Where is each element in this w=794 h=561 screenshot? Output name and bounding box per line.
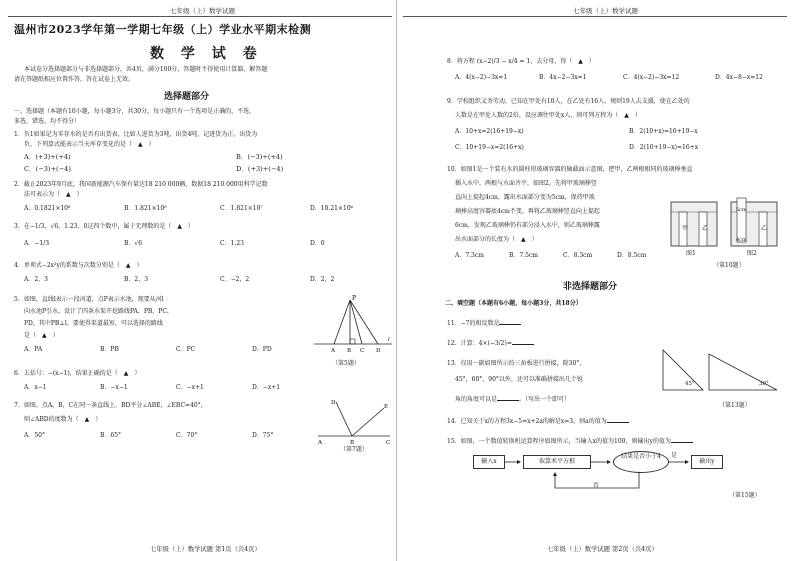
page-footer: 七年级（上）数学试题 第2页（共4页）	[547, 546, 658, 553]
page-header: 七年级（上）数学试题	[573, 7, 638, 15]
q7-option-d: D．75°	[252, 432, 274, 439]
q6-option-a: A．x−1	[24, 384, 47, 391]
page-header: 七年级（上）数学试题	[170, 7, 235, 15]
q5-option-c: C．PC	[176, 346, 196, 353]
q10-text: 6cm，发现乙玻璃棒仍有部分浸入水中，则乙玻璃棒露	[455, 222, 600, 229]
q10-option-a: A．7.3cm	[455, 252, 484, 259]
q14-answer-blank[interactable]	[607, 416, 629, 423]
intro-line: 请在答题纸相应位置作答，答在试卷上无效。	[14, 76, 135, 83]
q5-figure	[312, 292, 394, 368]
q6-text: 6．去括号：−(x−1)，结果正确的是（ ▲ ）	[14, 370, 141, 377]
q3-option-d: D．0	[310, 240, 325, 247]
q2-option-b: B．1.821×10⁸	[124, 205, 167, 212]
q8-text: 8．将方程 (x−2)/3 − x/4 = 1，去分母，得（ ▲ ）	[447, 58, 595, 65]
q10-option-b: B．7.5cm	[509, 252, 539, 259]
svg-text:C: C	[386, 440, 391, 446]
q5-text: 是（ ▲ ）	[24, 332, 59, 339]
page-footer: 七年级（上）数学试题 第1页（共4页）	[150, 546, 261, 553]
q13-text: 45°，60°，90°以外，还可以准确拼接出几个锐	[455, 376, 583, 383]
exam-subtitle: 数 学 试 卷	[150, 46, 263, 62]
section-title: 非选择题部分	[563, 282, 618, 292]
svg-text:l: l	[388, 337, 390, 343]
q7-figure	[316, 396, 392, 452]
q10-option-c: C．8.3cm	[563, 252, 593, 259]
q1-option-b: B．(−3)+(+4)	[236, 153, 283, 161]
q15-yes-label: 是	[671, 452, 678, 459]
q10-fig2-label: 图2	[747, 250, 757, 257]
svg-text:B: B	[350, 440, 355, 446]
q1-option-d: D．(+3)+(−4)	[236, 165, 284, 173]
svg-text:D: D	[376, 348, 381, 354]
section-title: 选择题部分	[164, 92, 210, 102]
q9-option-b: B．2(10+x)=16+19−x	[629, 128, 698, 135]
q5-option-d: D．PD	[252, 346, 272, 353]
q11-text: 11．−7的相反数是	[447, 318, 521, 328]
q13-angle-45: 45°	[685, 381, 695, 387]
q10-option-d: D．8.5cm	[617, 252, 647, 259]
q15-input-box: 输入x	[473, 455, 505, 469]
q8-option-d: D．4x−8−x=12	[715, 74, 763, 81]
q5-text: PD，其中PB⊥l，要使得渠道最短，可以选择的路线	[24, 320, 163, 327]
q15-condition: 结果是否小于4	[613, 451, 669, 473]
q5-option-b: B．PB	[100, 346, 119, 353]
q2-text: 2．截止2023年9月底，我国新能源汽车保有量达18 210 000辆，数据18 210 000用科学记数	[14, 181, 268, 188]
q15-output-box: 输出y	[691, 455, 723, 469]
q13-angle-30: 30°	[759, 381, 769, 387]
q2-option-d: D．18.21×10⁶	[310, 205, 354, 212]
q8-option-b: B．4x−2−3x=1	[539, 74, 587, 81]
q10-text: 璃棒高度容器底4cm不变，再将乙玻璃棒竖直向上提起	[455, 208, 600, 215]
q9-text: 9．学校组织义务劳动，已知在甲处有10人，在乙处有16人，规则19人去支援，使在乙处的	[447, 98, 690, 105]
q10-text: 插入水中，两根与水面齐平，如图2，先将甲玻璃棒竖	[455, 180, 597, 187]
q3-option-a: A．−1/3	[24, 240, 50, 247]
q1-option-c: C．(−3)+(−4)	[24, 165, 71, 173]
svg-text:A: A	[331, 348, 335, 354]
q3-option-b: B．√6	[124, 240, 143, 247]
q8-option-c: C．4(x−2)−3x=12	[623, 74, 680, 81]
q15-sqrt-box: 取算术平方根	[523, 455, 591, 469]
q14-text: 14．已知关于x的方程3x−5=x+2a的解是x=3，则a的值为	[447, 416, 629, 426]
q4-option-d: D．2，2	[310, 276, 335, 283]
q12-answer-blank[interactable]	[512, 338, 534, 345]
q10-label-5cm: 5cm	[736, 207, 747, 213]
q1-text: 负，下列算式能表示当天库存变化的是（ ▲ ）	[24, 141, 155, 148]
q10-fig1-label: 图1	[686, 250, 696, 257]
svg-text:E: E	[384, 404, 389, 410]
q9-option-a: A．10+x=2(16+19−x)	[455, 128, 524, 135]
q15-caption: （第15题）	[729, 492, 761, 499]
q15-no-label: 否	[593, 482, 600, 489]
q4-text: 4．单项式−2x²y的系数与次数分别是（ ▲ ）	[14, 262, 143, 269]
q10-label-yi-2: 乙	[761, 225, 768, 232]
section-intro: 二、填空题（本题有6小题，每小题3分，共18分）	[445, 300, 582, 307]
q4-option-a: A．2，3	[24, 276, 48, 283]
q10-text: 出水面部分的长度为（ ▲ ）	[455, 236, 538, 243]
svg-text:A: A	[318, 440, 322, 446]
q13-figure	[659, 346, 789, 406]
q13-text: 13．仅用一副如图所示的三角板进行拼接，除30°，	[447, 360, 586, 367]
q1-option-a: A．(+3)+(+4)	[24, 153, 71, 161]
q7-text: 则∠ABD的度数为（ ▲ ）	[24, 416, 102, 423]
q10-label-yi: 乙	[702, 225, 709, 232]
q4-option-b: B．2，3	[124, 276, 149, 283]
q10-caption: （第10题）	[713, 262, 745, 269]
q5-option-a: A．PA	[24, 346, 43, 353]
q12-text: 12．计算：4×(−3/2)=	[447, 338, 534, 348]
q6-option-b: B．−x−1	[100, 384, 128, 391]
q7-caption: （第7题）	[340, 446, 368, 453]
section-intro: 多选，错选，均不得分）	[14, 118, 81, 125]
q7-option-b: B．65°	[100, 432, 122, 439]
intro-line: 本试卷分选择题部分与非选择题部分，共4页，满分100分，答题时不得使用计算器，解答题	[24, 66, 268, 73]
q9-text: 人数是在甲处人数的2倍，设应调往甲处x人，则可列方程为（ ▲ ）	[455, 112, 641, 119]
q7-text: 7．如图，点A，B，C在同一条直线上，BD平分∠ABE，∠EBC=40°，	[14, 402, 207, 409]
svg-text:C: C	[360, 348, 365, 354]
q11-answer-blank[interactable]	[499, 318, 521, 325]
q4-option-c: C．−2，2	[220, 276, 250, 283]
q6-option-c: C．−x+1	[176, 384, 204, 391]
q2-text: 法可表示为（ ▲ ）	[24, 191, 83, 198]
q13-answer-blank[interactable]	[497, 394, 519, 401]
q7-option-a: A．50°	[24, 432, 45, 439]
q5-caption: （第5题）	[332, 360, 360, 367]
q2-option-c: C．1.821×10⁷	[220, 205, 263, 212]
q10-label-jia: 甲	[682, 225, 689, 232]
svg-text:P: P	[352, 295, 357, 302]
svg-text:D: D	[331, 400, 336, 406]
q3-option-c: C．1.23	[220, 240, 244, 247]
svg-text:B: B	[347, 348, 352, 354]
q10-text: 10．如图1是一个装有水的圆柱形玻璃容器的轴截面示意图，把甲，乙两根相同的玻璃棒垂直	[447, 166, 693, 173]
q3-text: 3．在−1/3，√6，1.23，0这四个数中，属于无理数的是（ ▲ ）	[14, 223, 194, 230]
q5-text: 5．如图，直线l表示一段河道，点P表示水池，现要从河l	[14, 296, 164, 303]
section-intro: 一、选择题（本题有10小题，每小题3分，共30分，每小题只有一个选项是正确的，不选，	[14, 108, 256, 115]
q10-text: 直向上提起4cm，露出水面部分变为5cm，保持甲玻	[455, 194, 595, 201]
right-page	[397, 0, 794, 561]
q8-option-a: A．4(x−2)−3x=1	[455, 74, 508, 81]
q1-text: 1．负1如果记为零存水的是否有出货表，比如人进货为3吨，出货4吨，记进货为正，出货为	[14, 131, 258, 138]
q6-option-d: D．−x+1	[252, 384, 281, 391]
q5-text: 向水池P引水，设计了四条水渠开挖路线PA，PB，PC，	[24, 308, 173, 315]
q15-answer-blank[interactable]	[671, 436, 693, 443]
q7-option-c: C．70°	[176, 432, 198, 439]
q15-text: 15．如图，一个数值转换机运算程序如图所示，当输入x的值为100，则输出y的值为	[447, 436, 693, 446]
header-rule	[403, 16, 787, 17]
q10-label-4cm: 4cm	[736, 237, 747, 243]
q13-caption: （第13题）	[719, 402, 751, 409]
q13-text: 角的角度可以是 。（写出一个即可）	[455, 396, 571, 403]
header-rule	[8, 16, 392, 17]
exam-title: 温州市2023学年第一学期七年级（上）学业水平期末检测	[14, 23, 312, 36]
q2-option-a: A．0.1821×10⁸	[24, 205, 71, 212]
q9-option-c: C．10+19−x=2(16+x)	[455, 144, 524, 151]
q9-option-d: D．2(10+19−x)=16+x	[629, 144, 699, 151]
